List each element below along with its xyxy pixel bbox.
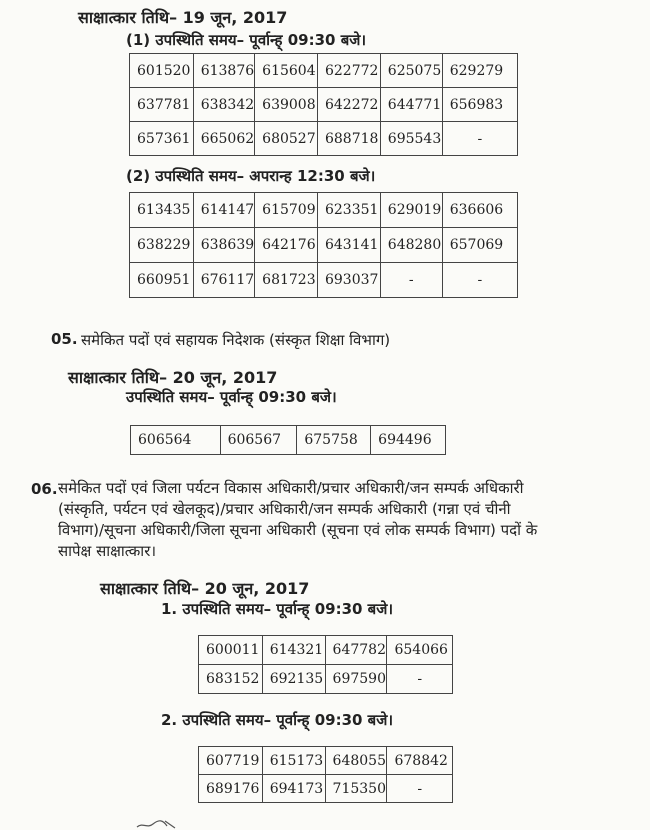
signature-mark <box>135 818 180 830</box>
section-06-session-1-title: 1. उपस्थिति समय– पूर्वान्ह् 09:30 बजे। <box>161 600 394 618</box>
table-row <box>130 193 518 228</box>
section-06-heading-line-1: समेकित पदों एवं जिला पर्यटन विकास अधिकारी/प्रचार अधिकारी/जन सम्पर्क अधिकारी <box>58 479 524 497</box>
roll-number-cell: 694496 <box>371 426 446 455</box>
section-06-number: 06. <box>31 480 58 498</box>
roll-number-cell: 654066 <box>387 636 453 665</box>
roll-number-cell: 629019 <box>380 193 442 228</box>
roll-number-cell: 638229 <box>130 228 194 263</box>
roll-number-cell: 622772 <box>317 54 380 88</box>
roll-number-cell: 678842 <box>387 747 453 775</box>
section-05-session-title: उपस्थिति समय– पूर्वान्ह् 09:30 बजे। <box>126 388 337 406</box>
roll-number-cell: - <box>387 775 453 803</box>
roll-number-cell: 636606 <box>442 193 517 228</box>
roll-number-cell: 614321 <box>262 636 325 665</box>
roll-number-cell: 638639 <box>193 228 254 263</box>
section-06-roll-table-2 <box>198 746 453 803</box>
roll-number-cell: 660951 <box>130 263 194 298</box>
roll-number-cell: 613435 <box>130 193 194 228</box>
roll-number-cell: 657069 <box>442 228 517 263</box>
roll-number-cell: 648280 <box>380 228 442 263</box>
table-row <box>199 665 453 694</box>
roll-number-cell: 615173 <box>262 747 325 775</box>
table-row <box>130 263 518 298</box>
roll-number-cell: 656983 <box>442 88 517 122</box>
roll-number-cell: 642272 <box>317 88 380 122</box>
roll-number-cell: 614147 <box>193 193 254 228</box>
roll-number-cell: 615604 <box>255 54 318 88</box>
section-05-date-line: साक्षात्कार तिथि– 20 जून, 2017 <box>68 368 278 387</box>
table-row <box>131 426 446 455</box>
section-06-date-line: साक्षात्कार तिथि– 20 जून, 2017 <box>100 579 310 598</box>
roll-number-cell: 675758 <box>297 426 371 455</box>
roll-number-cell: 676117 <box>193 263 254 298</box>
roll-number-cell: 606567 <box>220 426 297 455</box>
roll-number-cell: 683152 <box>199 665 263 694</box>
roll-number-table-1 <box>129 53 518 156</box>
roll-number-cell: 613876 <box>193 54 254 88</box>
section-05-roll-table <box>130 425 446 455</box>
roll-number-cell: 629279 <box>442 54 517 88</box>
section-06-session-2-title: 2. उपस्थिति समय– पूर्वान्ह् 09:30 बजे। <box>161 711 394 729</box>
roll-number-cell: 606564 <box>131 426 221 455</box>
roll-number-cell: 638342 <box>193 88 254 122</box>
table-row <box>199 775 453 803</box>
roll-number-cell: - <box>387 665 453 694</box>
roll-number-cell: 625075 <box>380 54 442 88</box>
roll-number-cell: 643141 <box>317 228 380 263</box>
roll-number-cell: 647782 <box>325 636 387 665</box>
table-row <box>130 228 518 263</box>
date-line-19-june: साक्षात्कार तिथि– 19 जून, 2017 <box>78 8 288 27</box>
session-2-title: (2) उपस्थिति समय– अपरान्ह 12:30 बजे। <box>126 167 376 185</box>
roll-number-cell: 681723 <box>255 263 318 298</box>
roll-number-cell: 607719 <box>199 747 263 775</box>
roll-number-cell: 693037 <box>317 263 380 298</box>
roll-number-cell: 665062 <box>193 122 254 156</box>
roll-number-cell: 680527 <box>255 122 318 156</box>
roll-number-cell: 715350 <box>325 775 387 803</box>
roll-number-cell: - <box>380 263 442 298</box>
roll-number-table-2 <box>129 192 518 298</box>
session-1-title: (1) उपस्थिति समय– पूर्वान्ह् 09:30 बजे। <box>126 31 367 49</box>
section-06-heading <box>58 478 643 562</box>
roll-number-cell: 688718 <box>317 122 380 156</box>
roll-number-cell: 601520 <box>130 54 194 88</box>
section-05-number: 05. <box>51 330 78 348</box>
section-06-heading-line-3: विभाग)/सूचना अधिकारी/जिला सूचना अधिकारी (सूचना एवं लोक सम्पर्क विभाग) पदों के <box>58 521 538 539</box>
roll-number-cell: - <box>442 263 517 298</box>
table-row <box>130 88 518 122</box>
roll-number-cell: 644771 <box>380 88 442 122</box>
roll-number-cell: 694173 <box>262 775 325 803</box>
table-row <box>199 747 453 775</box>
section-05-heading: समेकित पदों एवं सहायक निदेशक (संस्कृत शिक्षा विभाग) <box>81 331 391 349</box>
roll-number-cell: 648055 <box>325 747 387 775</box>
section-06-roll-table-1 <box>198 635 453 694</box>
table-row <box>130 54 518 88</box>
section-06-heading-line-4: सापेक्ष साक्षात्कार। <box>58 542 157 560</box>
roll-number-cell: 615709 <box>255 193 318 228</box>
roll-number-cell: 639008 <box>255 88 318 122</box>
section-06-heading-line-2: (संस्कृति, पर्यटन एवं खेलकूद)/प्रचार अधिकारी/जन सम्पर्क अधिकारी (गन्ना एवं चीनी <box>58 500 511 518</box>
roll-number-cell: 600011 <box>199 636 263 665</box>
roll-number-cell: 637781 <box>130 88 194 122</box>
roll-number-cell: 697590 <box>325 665 387 694</box>
roll-number-cell: 623351 <box>317 193 380 228</box>
roll-number-cell: 689176 <box>199 775 263 803</box>
table-row <box>199 636 453 665</box>
roll-number-cell: 657361 <box>130 122 194 156</box>
roll-number-cell: 695543 <box>380 122 442 156</box>
roll-number-cell: 692135 <box>262 665 325 694</box>
roll-number-cell: - <box>442 122 517 156</box>
roll-number-cell: 642176 <box>255 228 318 263</box>
table-row <box>130 122 518 156</box>
